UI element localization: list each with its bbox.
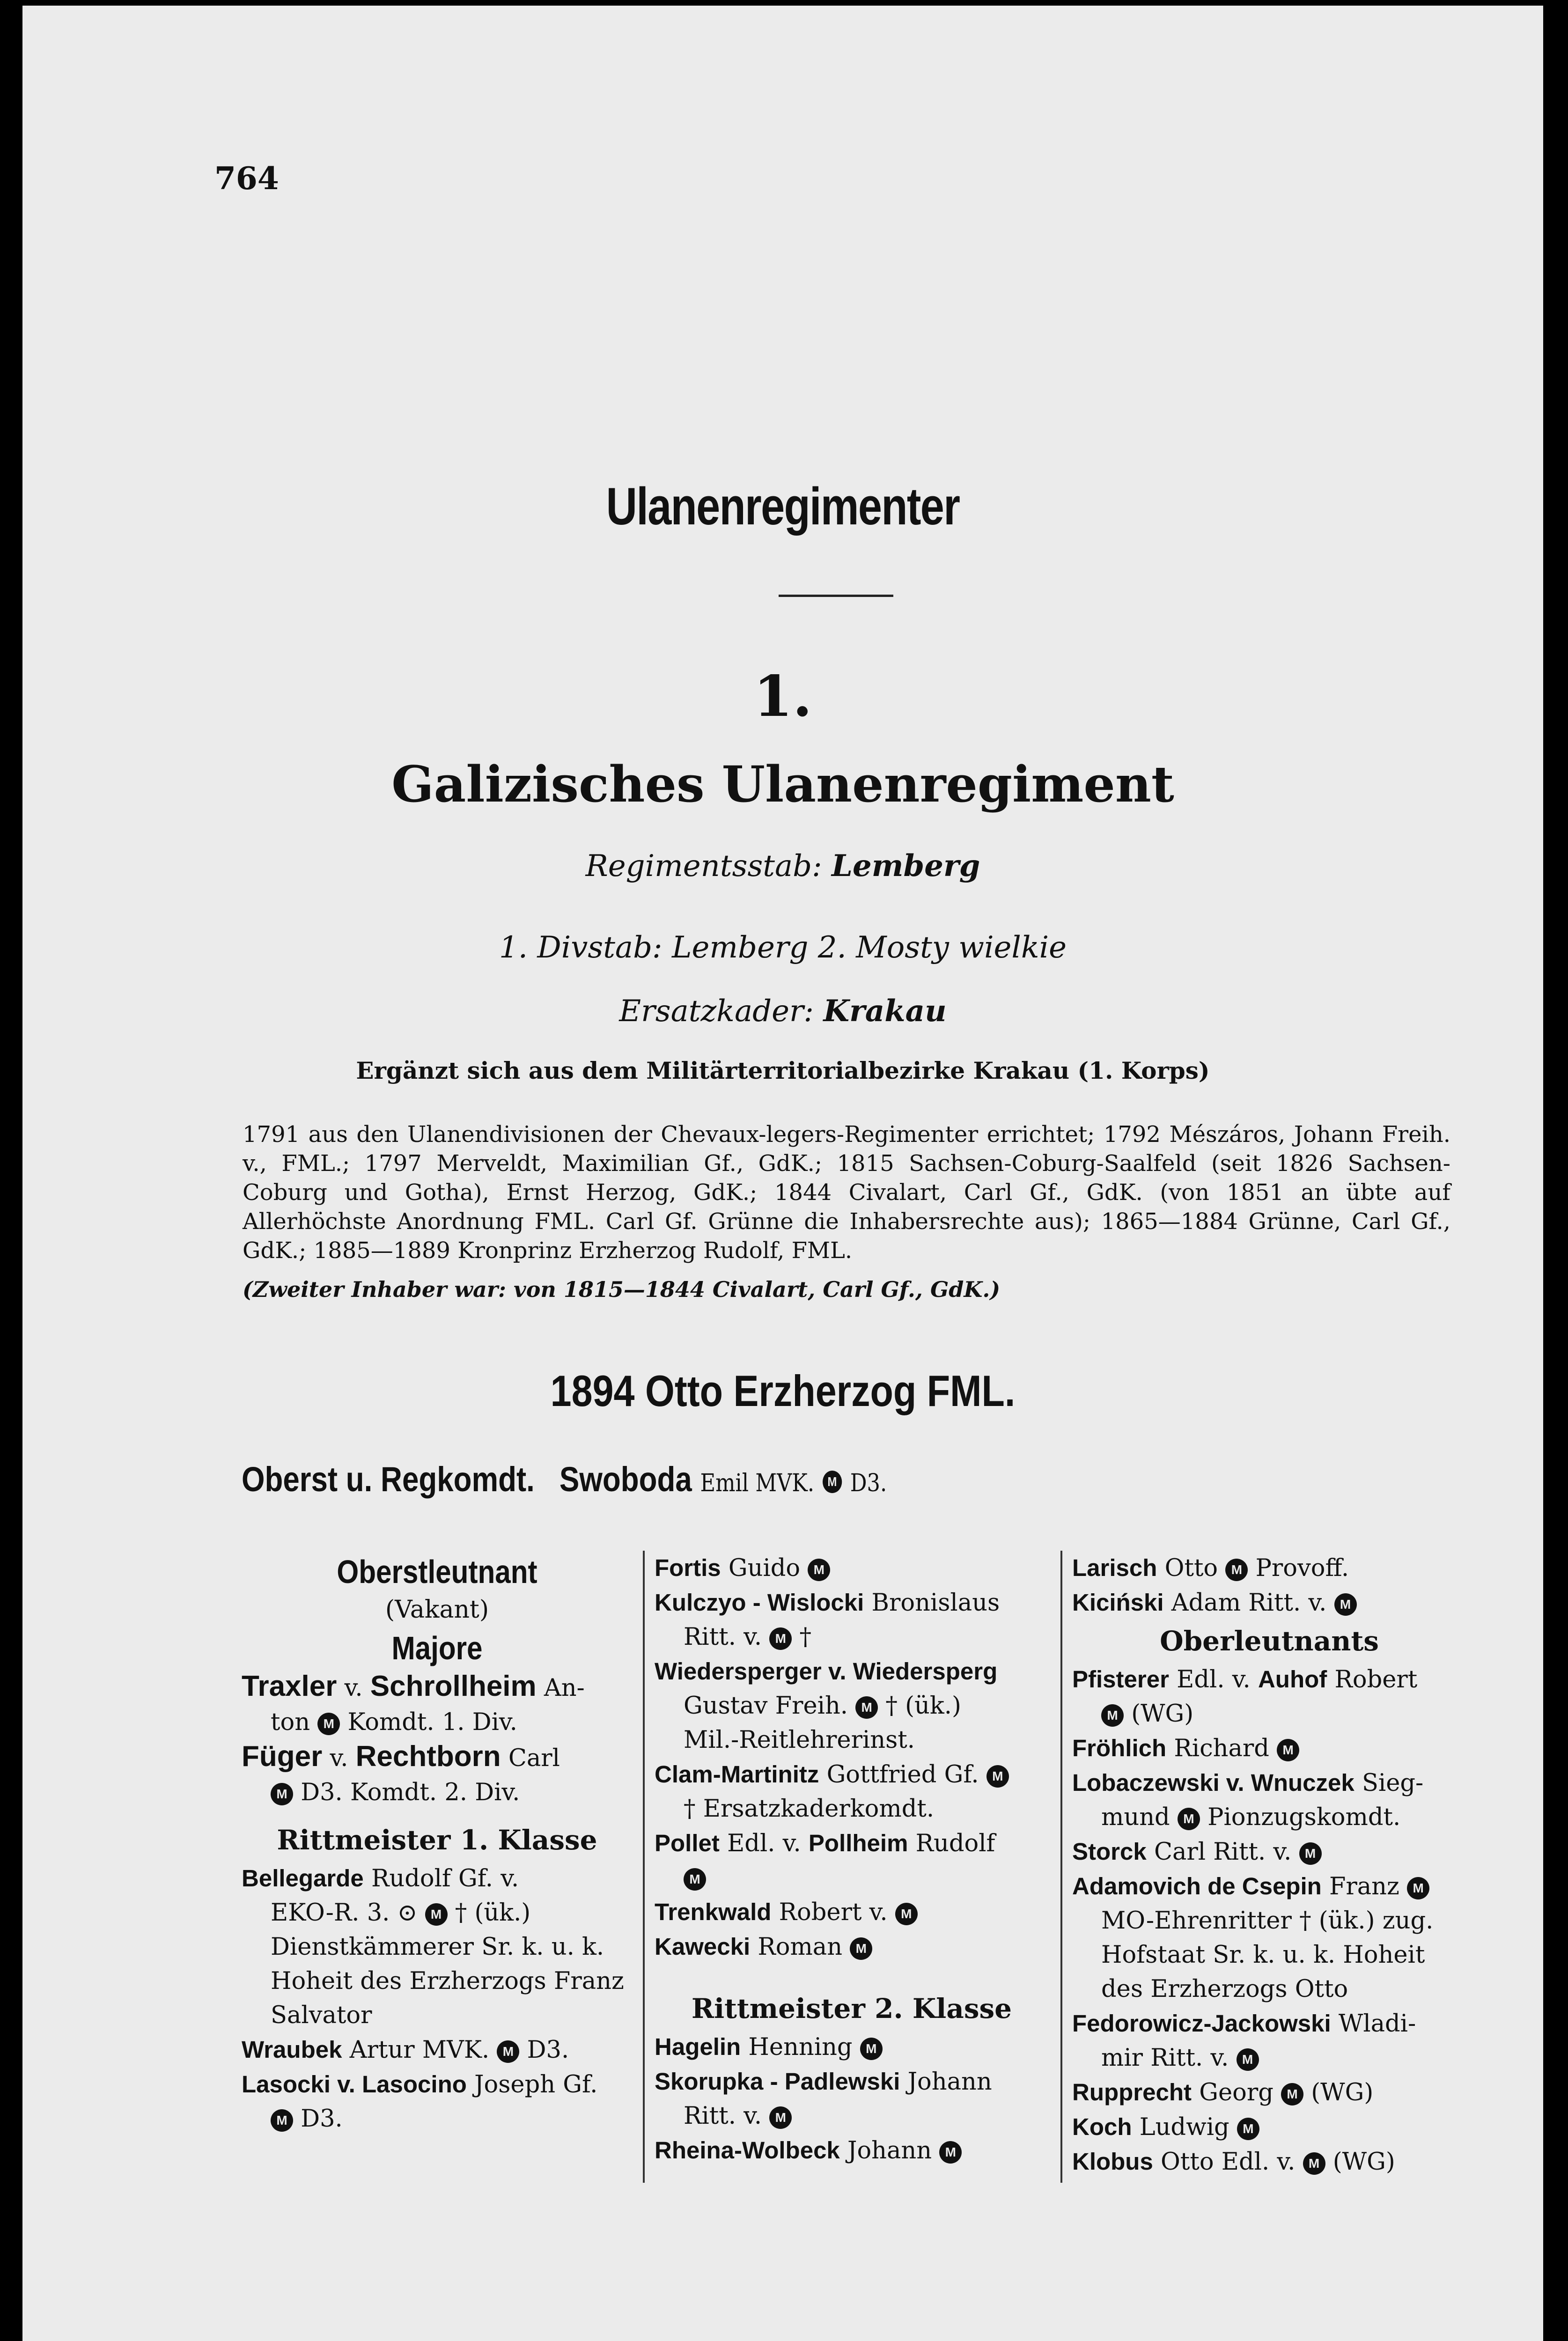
entry-skorupka: Skorupka - Padlewski Johann Ritt. v. M [655, 2068, 992, 2130]
column-3 [1072, 1551, 1466, 2179]
ersatzkader-line [22, 994, 1543, 1029]
entry-wraubek: Wraubek Artur MVK. M D3. [242, 2036, 569, 2064]
merit-mark-icon: M [769, 1627, 792, 1650]
entry-bellegarde: Bellegarde Rudolf Gf. v. EKO-R. 3. ⊙ M † (ük.) Dienstkämmerer Sr. k. u. k. Hoheit des Erzherzogs Franz Salvator [242, 1865, 624, 2029]
entry-kicinski: Kiciński Adam Ritt. v. M [1072, 1585, 1466, 1620]
merit-mark-icon: M [855, 1696, 878, 1719]
section-title: Ulanenregimenter [606, 477, 960, 536]
entry-wiedersperger: Wiedersperger v. Wiedersperg Gustav Freih. M † (ük.) Mil.-Reitlehrerinst. [655, 1658, 998, 1754]
column-2 [655, 1551, 1049, 2168]
divstab-line: 1. Divstab: Lemberg 2. Mosty wielkie [499, 930, 1067, 965]
merit-mark-icon: M [684, 1868, 706, 1891]
entry-fuger: Füger v. Rechtborn Carl M D3. Komdt. 2. Div. [242, 1740, 560, 1806]
entry-larisch: Larisch Otto M Provoff. [1072, 1554, 1349, 1582]
merit-mark-icon: M [808, 1559, 830, 1581]
inhaber-heading: 1894 Otto Erzherzog FML. [550, 1366, 1016, 1415]
entry-storck: Storck Carl Ritt. v. M [1072, 1834, 1466, 1869]
entry-traxler: Traxler v. Schrollheim An- ton M Komdt. 1. Div. [242, 1670, 585, 1736]
entry-pfisterer: Pfisterer Edl. v. Auhof Robert M (WG) [1072, 1666, 1418, 1728]
zweiter-inhaber-line: (Zweiter Inhaber war: von 1815—1844 Civalart, Carl Gf., GdK.) [243, 1277, 1001, 1302]
heading-oberstleutnant: Oberstleutnant [337, 1553, 537, 1590]
title-rule [779, 595, 893, 597]
merit-mark-icon: M [1101, 1704, 1124, 1727]
merit-mark-icon: M [1334, 1593, 1357, 1616]
oberst-rank: Oberst u. Regkomdt. [242, 1460, 535, 1499]
entry-lasocki: Lasocki v. Lasocino Joseph Gf. M D3. [242, 2071, 598, 2133]
entry-hagelin: Hagelin Henning M [655, 2030, 1049, 2064]
column-1 [242, 1551, 633, 2136]
merit-mark-icon: M [860, 2038, 883, 2060]
merit-mark-icon: M [1303, 2152, 1325, 2175]
merit-mark-icon: M [1237, 2118, 1259, 2140]
oberst-class: D3. [850, 1469, 887, 1497]
merit-mark-icon: M [850, 1937, 872, 1960]
merit-mark-icon: M [986, 1765, 1009, 1788]
entry-fedorowicz: Fedorowicz-Jackowski Wladi- mir Ritt. v. M [1072, 2010, 1416, 2072]
merit-mark-icon: M [271, 1783, 293, 1805]
regiment-number: 1. [753, 663, 812, 729]
merit-mark-icon: M [425, 1903, 448, 1926]
merit-mark-icon: M [1299, 1842, 1322, 1865]
entry-klobus: Klobus Otto Edl. v. M (WG) [1072, 2148, 1395, 2176]
entry-frohlich: Fröhlich Richard M [1072, 1731, 1466, 1766]
regimentsstab-label: Regimentsstab: [585, 849, 822, 883]
merit-mark-icon: M [1281, 2083, 1303, 2105]
merit-mark-icon: M [1277, 1739, 1299, 1761]
entry-lobaczewski: Lobaczewski v. Wnuczek Sieg- mund M Pionzugskomdt. [1072, 1769, 1424, 1831]
oberst-name: Swoboda [559, 1460, 692, 1499]
merit-mark-icon: M [769, 2106, 792, 2129]
merit-mark-icon: M [939, 2141, 962, 2164]
vakant-note: (Vakant) [385, 1596, 489, 1624]
document-page [22, 6, 1543, 2341]
heading-oberleutnants: Oberleutnants [1160, 1625, 1379, 1657]
entry-rupprecht: Rupprecht Georg M (WG) [1072, 2079, 1374, 2106]
ersatzkader-label: Ersatzkader: [619, 994, 814, 1029]
oberst-rest: Emil MVK. [700, 1469, 815, 1497]
oberst-line [242, 1459, 887, 1499]
entry-rheina-wolbeck: Rheina-Wolbeck Johann M [655, 2133, 1049, 2168]
entry-kulczyo: Kulczyo - Wislocki Bronislaus Ritt. v. M † [655, 1589, 1000, 1651]
page-number: 764 [214, 160, 279, 197]
entry-fortis: Fortis Guido M [655, 1551, 1049, 1585]
regiment-name: Galizisches Ulanenregiment [391, 755, 1174, 813]
history-paragraph: 1791 aus den Ulanendivisionen der Chevaux-legers-Regimenter errichtet; 1792 Mészáros, Johann Freih. v., FML.; 1797 Merveldt, Maximilian Gf., GdK.; 1815 Sachsen-Coburg-Saalfeld (seit 1826 Sachsen-Coburg und Gotha), Ernst Herzog, GdK.; 1844 Civalart, Carl Gf., GdK. (von 1851 an übte auf Allerhöchste Anordnung FML. Carl Gf. Grünne die Inhabersrechte aus); 1865—1884 Grünne, Carl Gf., GdK.; 1885—1889 Kronprinz Erzherzog Rudolf, FML. [243, 1121, 1450, 1264]
heading-majore: Majore [391, 1630, 483, 1666]
merit-mark-icon: M [271, 2109, 293, 2132]
merit-mark-icon: M [497, 2040, 519, 2063]
entry-adamovich: Adamovich de Csepin Franz M MO-Ehrenritter † (ük.) zug. Hofstaat Sr. k. u. k. Hoheit des Erzherzogs Otto [1072, 1873, 1434, 2003]
entry-koch: Koch Ludwig M [1072, 2110, 1466, 2144]
entry-trenkwald: Trenkwald Robert v. M [655, 1895, 1049, 1929]
regimentsstab-value: Lemberg [832, 848, 980, 883]
merit-mark-icon: M [1237, 2048, 1259, 2071]
entry-clam-martinitz: Clam-Martinitz Gottfried Gf. M † Ersatzkaderkomdt. [655, 1757, 1049, 1826]
column-divider-1 [643, 1551, 645, 2183]
erganzt-line: Ergänzt sich aus dem Militärterritorialbezirke Krakau (1. Korps) [356, 1057, 1210, 1084]
column-divider-2 [1060, 1551, 1062, 2183]
merit-mark-icon: M [317, 1713, 340, 1735]
entry-kawecki: Kawecki Roman M [655, 1929, 1049, 1964]
entry-pollet: Pollet Edl. v. Pollheim Rudolf M [655, 1826, 1049, 1895]
merit-mark-icon: M [823, 1471, 842, 1493]
regimentsstab-line [22, 848, 1543, 883]
heading-rittmeister-1: Rittmeister 1. Klasse [277, 1824, 597, 1856]
merit-mark-icon: M [1178, 1808, 1200, 1830]
ersatzkader-value: Krakau [823, 994, 947, 1029]
heading-rittmeister-2: Rittmeister 2. Klasse [691, 1993, 1012, 2024]
merit-mark-icon: M [895, 1903, 918, 1925]
merit-mark-icon: M [1407, 1877, 1429, 1899]
merit-mark-icon: M [1225, 1559, 1248, 1581]
